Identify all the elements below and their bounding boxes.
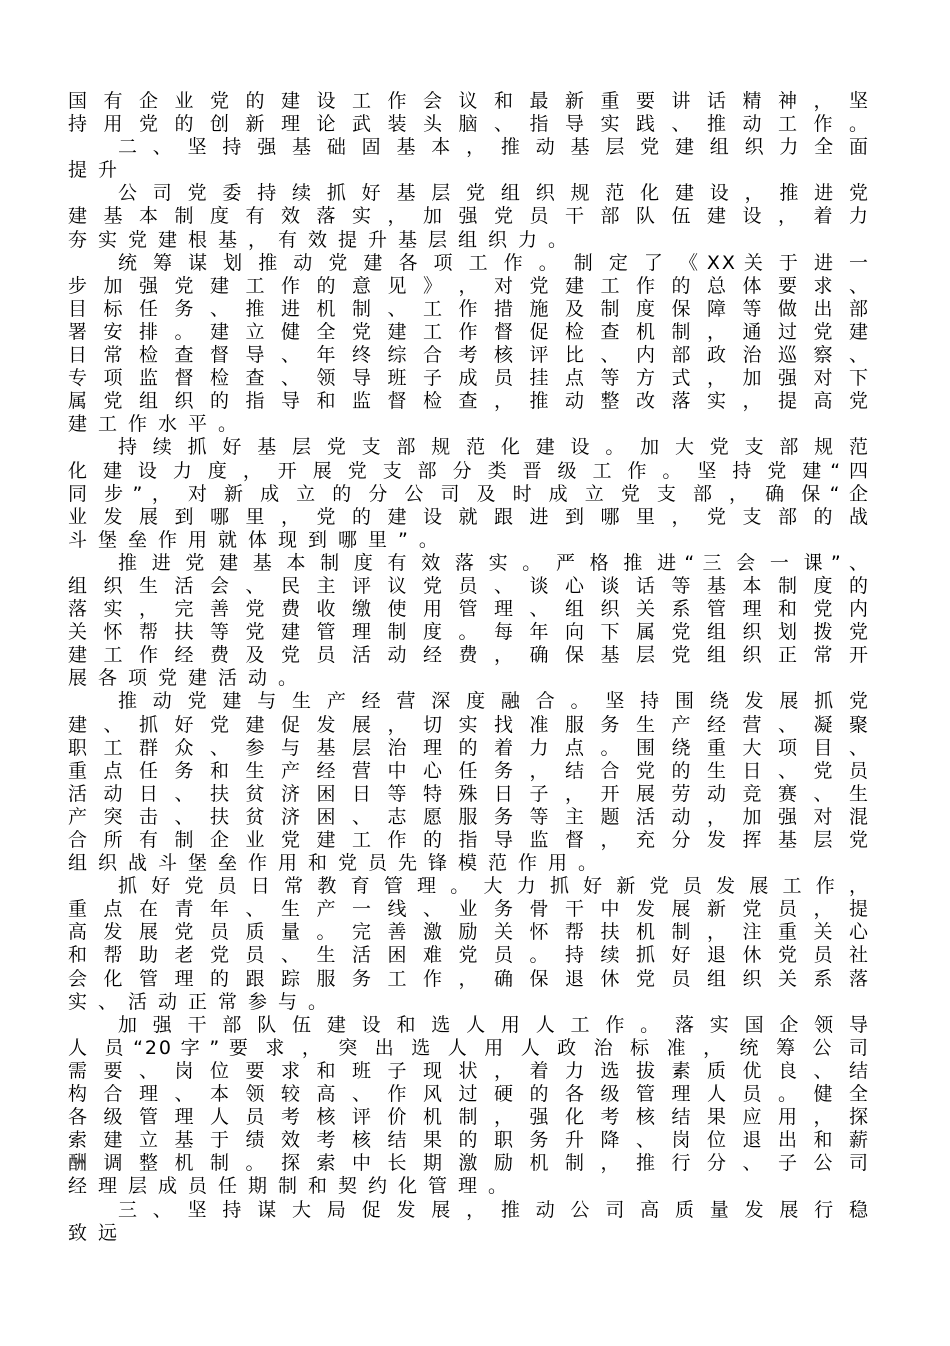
document-page <box>68 90 868 1245</box>
text-line: 职 工 群 众 、 参 与 基 层 治 理 的 着 力 点 。 围 绕 重 大 项 目 、 <box>68 736 868 759</box>
text-line: 抓 好 党 员 日 常 教 育 管 理 。 大 力 抓 好 新 党 员 发 展 工 作 ， <box>118 875 868 898</box>
text-line: 产 突 击 、 扶 贫 济 困 、 志 愿 服 务 等 主 题 活 动 ， 加 强 对 混 <box>68 805 868 828</box>
text-line: 人 员 “ 2 0 字 ” 要 求 ， 突 出 选 人 用 人 政 治 标 准 ， 统 筹 公 司 <box>68 1036 868 1059</box>
text-line: 高 发 展 党 员 质 量 。 完 善 激 励 关 怀 帮 扶 机 制 ， 注 重 关 心 <box>68 921 868 944</box>
text-line: 步 加 强 党 建 工 作 的 意 见 》 ， 对 党 建 工 作 的 总 体 要 求 、 <box>68 274 868 297</box>
text-line: 组织战斗堡垒作用和党员先锋模范作用。 <box>68 852 609 875</box>
text-line: 三 、 坚 持 谋 大 局 促 发 展 ， 推 动 公 司 高 质 量 发 展 行 稳 <box>118 1198 868 1221</box>
text-line: 属 党 组 织 的 指 导 和 监 督 检 查 ， 推 动 整 改 落 实 ， 提 高 党 <box>68 390 868 413</box>
text-line: 关 怀 帮 扶 等 党 建 管 理 制 度 。 每 年 向 下 属 党 组 织 划 拨 党 <box>68 621 868 644</box>
text-line: 构 合 理 、 本 领 较 高 、 作 风 过 硬 的 各 级 管 理 人 员 。 健 全 <box>68 1083 868 1106</box>
text-line: 建 、 抓 好 党 建 促 发 展 ， 切 实 找 准 服 务 生 产 经 营 、 凝 聚 <box>68 713 868 736</box>
text-line: 化 建 设 力 度 ， 开 展 党 支 部 分 类 晋 级 工 作 。 坚 持 党 建 “ 四 <box>68 459 868 482</box>
text-line: 目 标 任 务 、 推 进 机 制 、 工 作 措 施 及 制 度 保 障 等 做 出 部 <box>68 297 868 320</box>
text-line: 展各项党建活动。 <box>68 667 309 690</box>
text-line: 持 用 党 的 创 新 理 论 武 装 头 脑 、 指 导 实 践 、 推 动 工 作 。 <box>68 113 868 136</box>
text-line: 落 实 ， 完 善 党 费 收 缴 使 用 管 理 、 组 织 关 系 管 理 和 党 内 <box>68 598 868 621</box>
text-line: 公 司 党 委 持 续 抓 好 基 层 党 组 织 规 范 化 建 设 ， 推 进 党 <box>118 182 868 205</box>
text-line: 组 织 生 活 会 、 民 主 评 议 党 员 、 谈 心 谈 话 等 基 本 制 度 的 <box>68 574 868 597</box>
text-line: 斗堡垒作用就体现到哪里”。 <box>68 528 449 551</box>
text-line: 会 化 管 理 的 跟 踪 服 务 工 作 ， 确 保 退 休 党 员 组 织 关 系 落 <box>68 967 868 990</box>
text-line: 专 项 监 督 检 查 、 领 导 班 子 成 员 挂 点 等 方 式 ， 加 强 对 下 <box>68 367 868 390</box>
text-line: 和 帮 助 老 党 员 、 生 活 困 难 党 员 。 持 续 抓 好 退 休 党 员 社 <box>68 944 868 967</box>
text-line: 署 安 排 。 建 立 健 全 党 建 工 作 督 促 检 查 机 制 ， 通 过 党 建 <box>68 320 868 343</box>
text-line: 持 续 抓 好 基 层 党 支 部 规 范 化 建 设 。 加 大 党 支 部 规 范 <box>118 436 868 459</box>
text-line: 国 有 企 业 党 的 建 设 工 作 会 议 和 最 新 重 要 讲 话 精 神 ， 坚 <box>68 90 868 112</box>
text-line: 日 常 检 查 督 导 、 年 终 综 合 考 核 评 比 、 内 部 政 治 巡 察 、 <box>68 344 868 367</box>
text-line: 建工作水平。 <box>68 413 249 436</box>
text-line: 合 所 有 制 企 业 党 建 工 作 的 指 导 监 督 ， 充 分 发 挥 基 层 党 <box>68 829 868 851</box>
text-line: 同 步 ” ， 对 新 成 立 的 分 公 司 及 时 成 立 党 支 部 ， 确 保 “ 企 <box>68 482 868 505</box>
text-line: 重 点 在 青 年 、 生 产 一 线 、 业 务 骨 干 中 发 展 新 党 员 ， 提 <box>68 898 868 921</box>
text-line: 各 级 管 理 人 员 考 核 评 价 机 制 ， 强 化 考 核 结 果 应 用 ， 探 <box>68 1106 868 1129</box>
text-line: 需 要 、 岗 位 要 求 和 班 子 现 状 ， 着 力 选 拔 素 质 优 良 、 结 <box>68 1059 868 1082</box>
text-line: 建 工 作 经 费 及 党 员 活 动 经 费 ， 确 保 基 层 党 组 织 正 常 开 <box>68 644 868 667</box>
text-line: 推 进 党 建 基 本 制 度 有 效 落 实 。 严 格 推 进 “ 三 会 一 课 ” 、 <box>118 551 868 574</box>
text-line: 业 发 展 到 哪 里 ， 党 的 建 设 就 跟 进 到 哪 里 ， 党 支 部 的 战 <box>68 505 868 528</box>
text-line: 酬 调 整 机 制 。 探 索 中 长 期 激 励 机 制 ， 推 行 分 、 子 公 司 <box>68 1152 868 1175</box>
text-line: 推 动 党 建 与 生 产 经 营 深 度 融 合 。 坚 持 围 绕 发 展 抓 党 <box>118 690 868 713</box>
text-line: 致远 <box>68 1221 129 1244</box>
text-line: 建 基 本 制 度 有 效 落 实 ， 加 强 党 员 干 部 队 伍 建 设 ， 着 力 <box>68 205 868 228</box>
text-line: 加 强 干 部 队 伍 建 设 和 选 人 用 人 工 作 。 落 实 国 企 领 导 <box>118 1013 868 1036</box>
text-line: 活 动 日 、 扶 贫 济 困 日 等 特 殊 日 子 ， 开 展 劳 动 竞 赛 、 生 <box>68 782 868 805</box>
text-line: 实、活动正常参与。 <box>68 990 339 1013</box>
text-line: 重 点 任 务 和 生 产 经 营 中 心 任 务 ， 结 合 党 的 生 日 、 党 员 <box>68 759 868 782</box>
text-line: 夯实党建根基，有效提升基层组织力。 <box>68 228 579 251</box>
text-line: 统 筹 谋 划 推 动 党 建 各 项 工 作 。 制 定 了 《 X X 关 于 进 一 <box>118 251 868 274</box>
text-line: 经理层成员任期制和契约化管理。 <box>68 1175 519 1198</box>
text-line: 提升 <box>68 159 129 182</box>
text-line: 索 建 立 基 于 绩 效 考 核 结 果 的 职 务 升 降 、 岗 位 退 出 和 薪 <box>68 1129 868 1152</box>
text-line: 二 、 坚 持 强 基 础 固 基 本 ， 推 动 基 层 党 建 组 织 力 全 面 <box>118 136 868 159</box>
